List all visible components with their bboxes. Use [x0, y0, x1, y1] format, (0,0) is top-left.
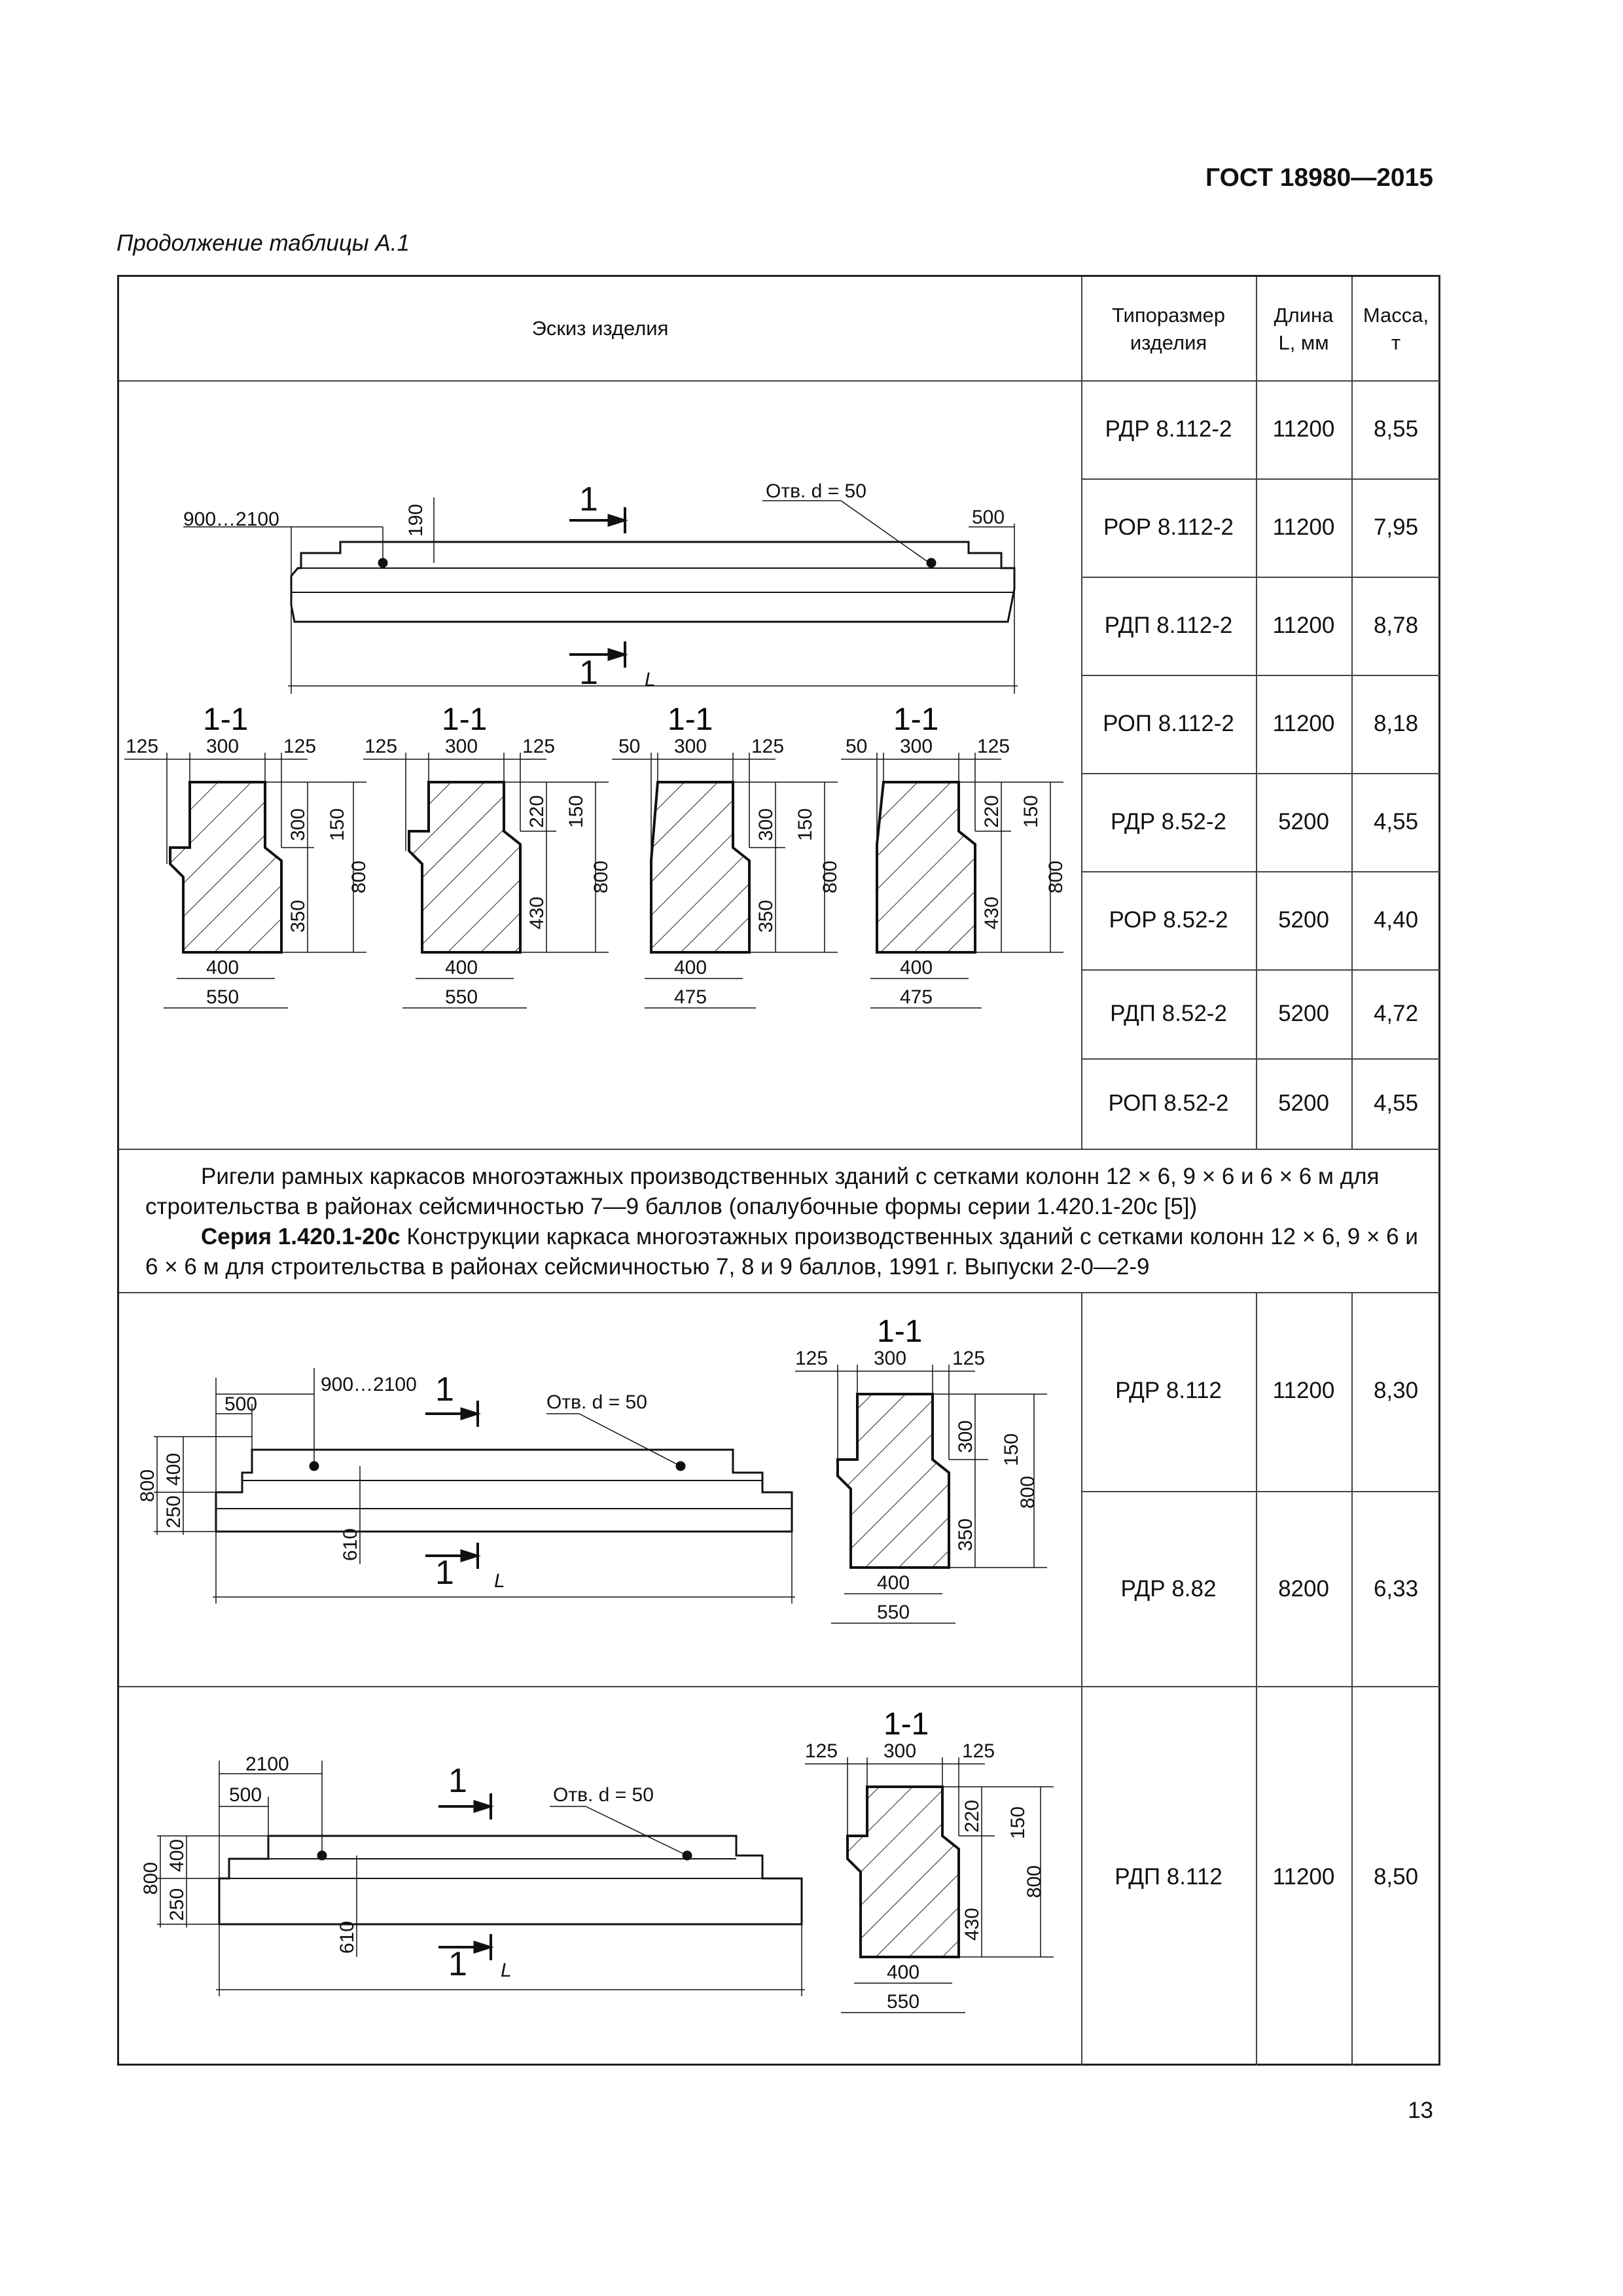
- cross-section-1: [124, 702, 370, 1008]
- header-mass-l2: т: [1391, 331, 1401, 354]
- section-title: 1-1: [203, 702, 249, 737]
- dim-b: 300: [206, 736, 240, 757]
- dim-c: 125: [952, 1348, 986, 1369]
- dim-range: 900…2100: [321, 1374, 417, 1395]
- row-type: РДР 8.82: [1120, 1576, 1217, 1602]
- dim-a: 50: [846, 736, 868, 757]
- cross-section-2: [363, 702, 612, 1008]
- dim-bottom: 400: [900, 957, 933, 978]
- dim-width: 550: [877, 1602, 910, 1623]
- row-mass: 6,33: [1373, 1576, 1419, 1602]
- dim-bottom: 400: [877, 1572, 910, 1594]
- header-mass-l1: Масса,: [1363, 304, 1429, 327]
- dim-h2: 150: [1020, 795, 1042, 828]
- row-length: 5200: [1278, 907, 1329, 933]
- header-length-l2: L, мм: [1278, 331, 1329, 354]
- dim-b: 300: [883, 1740, 917, 1762]
- dim-800: 800: [140, 1861, 162, 1895]
- row-mass: 7,95: [1373, 514, 1419, 540]
- dim-b: 300: [445, 736, 478, 757]
- row-length: 11200: [1272, 711, 1335, 736]
- header-sketch: Эскиз изделия: [531, 317, 669, 340]
- row-mass: 8,55: [1373, 416, 1419, 442]
- section-title: 1-1: [893, 702, 939, 737]
- dim-h1: 220: [526, 795, 548, 828]
- cross-section-4: [841, 702, 1067, 1008]
- dim-range: 900…2100: [183, 509, 279, 530]
- row-type: РОП 8.52-2: [1108, 1090, 1229, 1116]
- row-type: РДР 8.112-2: [1105, 416, 1232, 442]
- row-mass: 8,78: [1373, 613, 1419, 638]
- row-length: 11200: [1272, 1864, 1335, 1890]
- section-title: 1-1: [668, 702, 713, 737]
- description-para1: Ригели рамных каркасов многоэтажных производственных зданий с сетками колонн 12 × 6, 9 × 6 и 6 × 6 м для строительства в районах сейсмичностью 7—9 баллов (опалубочные формы серии 1.420.1-20с [5]): [145, 1164, 1380, 1219]
- dim-bottom: 400: [674, 957, 707, 978]
- beam-elevation-3-labels: [140, 1753, 654, 1983]
- dim-500: 500: [224, 1393, 258, 1415]
- hole-label: Отв. d = 50: [766, 480, 866, 502]
- row-mass: 8,18: [1373, 711, 1419, 736]
- dim-bottom: 400: [206, 957, 240, 978]
- row-mass: 4,55: [1373, 809, 1419, 834]
- cut-mark-bottom: 1: [435, 1554, 454, 1592]
- dim-b: 300: [874, 1348, 907, 1369]
- dim-c: 125: [283, 736, 317, 757]
- dim-a: 125: [795, 1348, 829, 1369]
- dim-800: 800: [137, 1469, 158, 1502]
- dim-h3: 350: [755, 899, 777, 933]
- dim-h2: 150: [565, 795, 587, 828]
- dim-c: 125: [751, 736, 785, 757]
- standard-number: ГОСТ 18980—2015: [1205, 164, 1433, 192]
- dim-a: 125: [365, 736, 398, 757]
- header-type-l1: Типоразмер: [1111, 304, 1226, 327]
- dim-h3: 350: [287, 899, 309, 933]
- cut-mark-top: 1: [435, 1371, 454, 1408]
- dim-190: 190: [405, 503, 427, 537]
- header-length-l1: Длина: [1274, 304, 1334, 327]
- section-title: 1-1: [442, 702, 488, 737]
- hole-label: Отв. d = 50: [546, 1391, 647, 1413]
- dim-bottom: 400: [887, 1962, 920, 1983]
- row-mass: 4,55: [1373, 1090, 1419, 1116]
- length-symbol: L: [494, 1570, 505, 1592]
- row-length: 5200: [1278, 809, 1329, 834]
- row-type: РОР 8.52-2: [1109, 907, 1228, 933]
- dim-h2: 150: [1007, 1806, 1029, 1839]
- dim-width: 475: [900, 986, 933, 1008]
- row-length: 11200: [1272, 514, 1335, 540]
- page-number: 13: [1408, 2098, 1433, 2123]
- dim-h1: 300: [287, 808, 309, 841]
- row-length: 11200: [1272, 613, 1335, 638]
- section-title: 1-1: [877, 1314, 923, 1349]
- row-type: РОР 8.112-2: [1103, 514, 1234, 540]
- beam-elevation-1-labels: [183, 480, 1005, 692]
- row-type: РДП 8.112-2: [1104, 613, 1233, 638]
- cut-mark-top: 1: [579, 480, 598, 518]
- dim-a: 50: [618, 736, 641, 757]
- row-length: 11200: [1272, 1378, 1335, 1403]
- row-mass: 4,40: [1373, 907, 1419, 933]
- dim-total: 800: [590, 860, 612, 893]
- dim-total: 800: [819, 860, 841, 893]
- dim-h3: 430: [961, 1907, 983, 1941]
- dim-610: 610: [340, 1528, 361, 1561]
- dim-h2: 150: [794, 808, 816, 841]
- series-name: Серия 1.420.1-20с: [201, 1224, 401, 1249]
- row-type: РОП 8.112-2: [1103, 711, 1234, 736]
- dim-400: 400: [166, 1839, 188, 1872]
- dim-h1: 220: [961, 1799, 983, 1833]
- row-type: РДП 8.112: [1115, 1864, 1222, 1890]
- row-length: 11200: [1272, 416, 1335, 442]
- row-length: 5200: [1278, 1001, 1329, 1026]
- dim-400: 400: [163, 1452, 185, 1486]
- dim-a: 125: [126, 736, 159, 757]
- cut-mark-bottom: 1: [448, 1945, 467, 1983]
- cut-mark-top: 1: [448, 1762, 467, 1800]
- cross-section-3: [612, 702, 841, 1008]
- length-symbol: L: [645, 669, 656, 691]
- dim-total: 800: [1024, 1865, 1045, 1898]
- dim-2100: 2100: [245, 1753, 289, 1775]
- row-type: РДР 8.112: [1115, 1378, 1222, 1403]
- dim-a: 125: [805, 1740, 838, 1762]
- dim-h2: 150: [1001, 1433, 1022, 1466]
- dim-250: 250: [163, 1495, 185, 1528]
- row-mass: 8,30: [1373, 1378, 1419, 1403]
- dim-c: 125: [962, 1740, 995, 1762]
- row-type: РДП 8.52-2: [1110, 1001, 1227, 1026]
- row-length: 5200: [1278, 1090, 1329, 1116]
- length-symbol: L: [501, 1960, 512, 1981]
- dim-500: 500: [972, 507, 1005, 528]
- dim-width: 550: [206, 986, 240, 1008]
- dim-h3: 430: [981, 896, 1003, 929]
- dim-h3: 430: [526, 896, 548, 929]
- dim-c: 125: [977, 736, 1010, 757]
- dim-500: 500: [229, 1784, 262, 1806]
- dim-h3: 350: [955, 1518, 976, 1551]
- cross-section-5: [795, 1314, 1047, 1623]
- dim-width: 550: [887, 1991, 920, 2013]
- hole-label: Отв. d = 50: [553, 1784, 654, 1806]
- dim-total: 800: [1017, 1475, 1039, 1509]
- cut-mark-bottom: 1: [579, 654, 598, 692]
- row-length: 8200: [1278, 1576, 1329, 1602]
- dim-h1: 220: [981, 795, 1003, 828]
- dim-width: 550: [445, 986, 478, 1008]
- dim-610: 610: [336, 1920, 358, 1954]
- dim-bottom: 400: [445, 957, 478, 978]
- row-mass: 8,50: [1373, 1864, 1419, 1890]
- cross-section-6: [805, 1707, 1054, 2013]
- dim-b: 300: [674, 736, 707, 757]
- dim-250: 250: [166, 1888, 188, 1921]
- row-type: РДР 8.52-2: [1110, 809, 1227, 834]
- dim-total: 800: [348, 860, 370, 893]
- dim-width: 475: [674, 986, 707, 1008]
- dim-b: 300: [900, 736, 933, 757]
- beam-elevation-1: [183, 497, 1018, 694]
- series-description: Конструкции каркаса многоэтажных производственных зданий с сетками колонн 12 × 6, 9 × 6 и 6 × 6 м для строительства в районах сейсмичностью 7, 8 и 9 баллов, 1991 г. Выпуски 2-0—2-9: [145, 1224, 1418, 1280]
- section-title: 1-1: [883, 1707, 929, 1742]
- dim-total: 800: [1045, 860, 1067, 893]
- header-type-l2: изделия: [1130, 331, 1207, 354]
- dim-h1: 300: [755, 808, 777, 841]
- dim-c: 125: [522, 736, 556, 757]
- dim-h2: 150: [327, 808, 348, 841]
- table-continuation-caption: Продолжение таблицы А.1: [116, 230, 410, 256]
- dim-h1: 300: [955, 1420, 976, 1453]
- row-mass: 4,72: [1373, 1001, 1419, 1026]
